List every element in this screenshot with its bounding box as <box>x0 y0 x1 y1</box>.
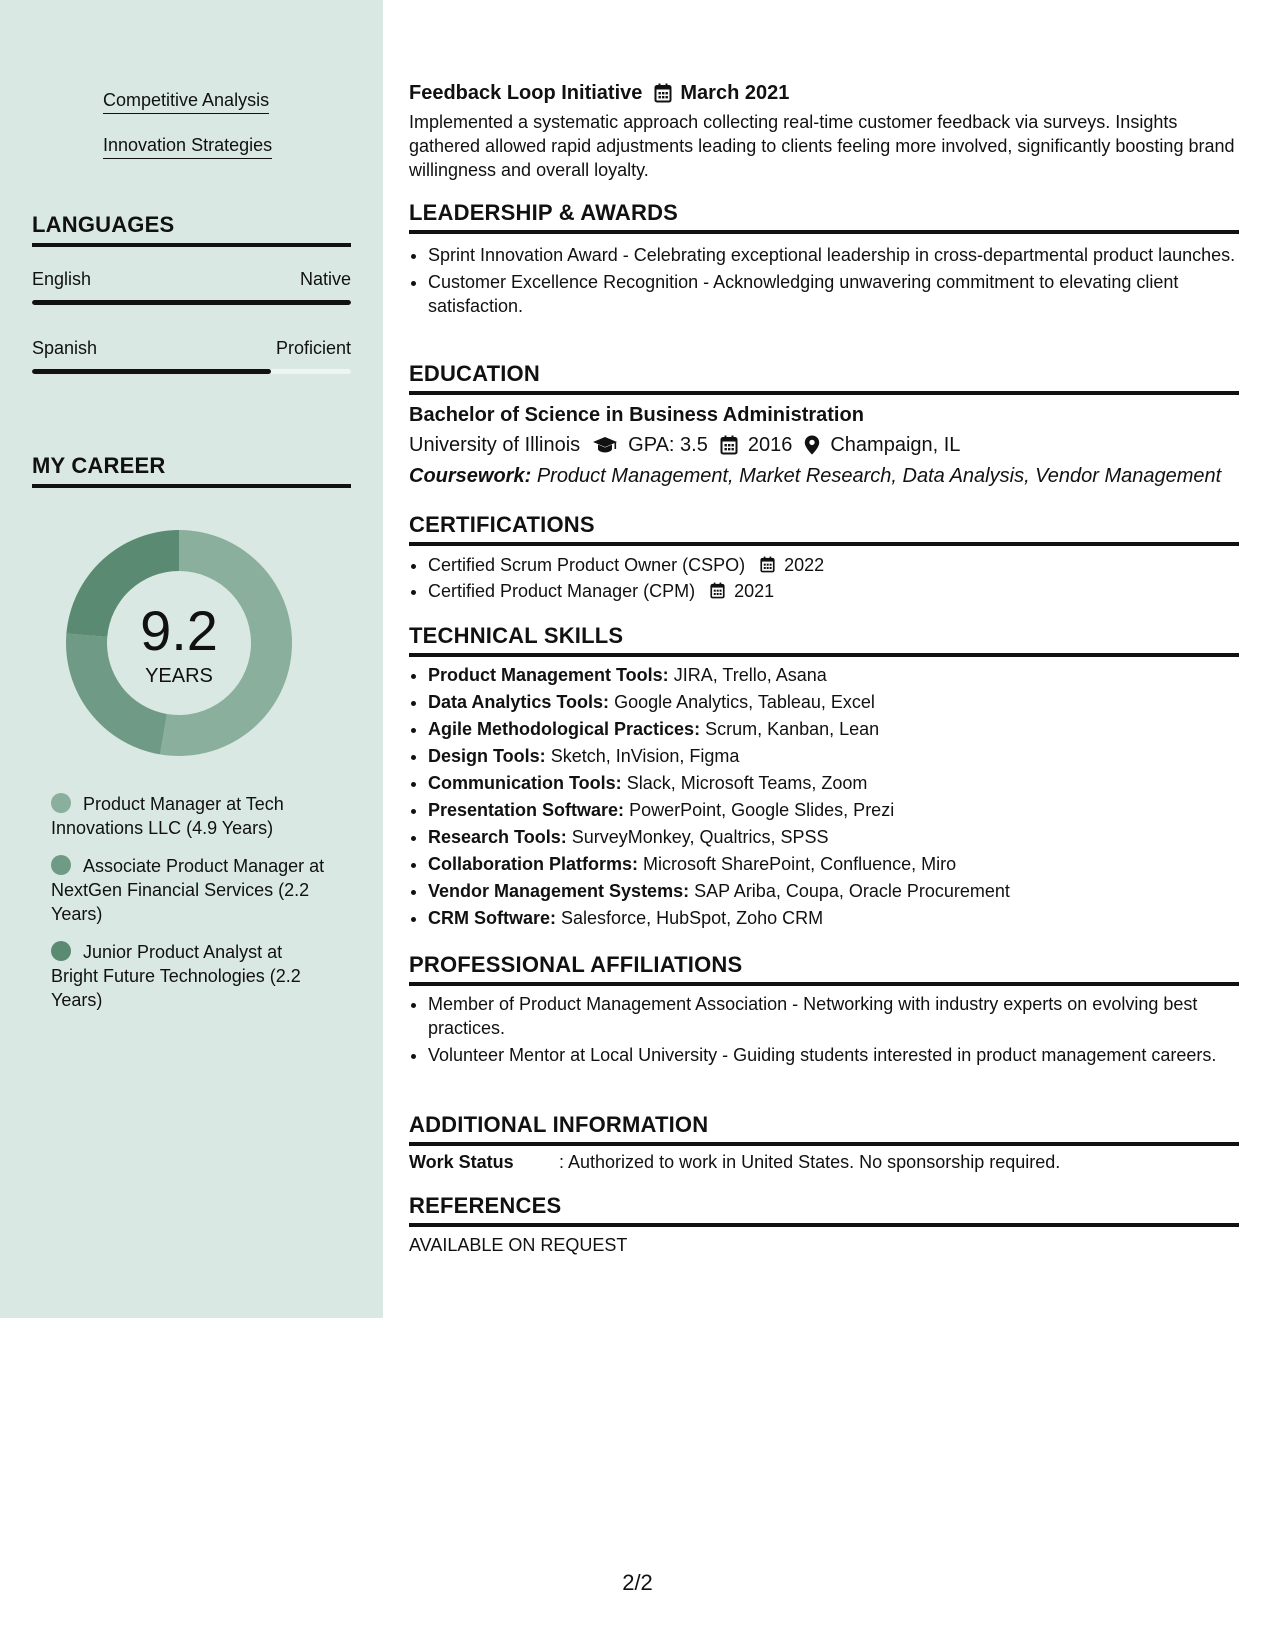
list-item <box>428 879 1258 903</box>
list-item <box>428 798 1258 822</box>
education-school: University of Illinois <box>409 434 581 456</box>
references-heading: REFERENCES <box>409 1193 1239 1227</box>
sidebar <box>0 0 383 1318</box>
career-item-label: Associate Product Manager at NextGen Financial Services (2.2 Years) <box>51 856 325 924</box>
skill-value: Microsoft SharePoint, Confluence, Miro <box>643 854 957 874</box>
calendar-icon <box>720 435 738 455</box>
career-item <box>51 854 331 926</box>
list-item: • Customer Excellence Recognition - Acknowledging unwavering commitment to elevating client satisfaction. <box>428 270 1258 318</box>
list-item <box>428 825 1258 849</box>
career-item-label: Junior Product Analyst at Bright Future Technologies (2.2 Years) <box>51 942 301 1010</box>
list-item <box>428 906 1258 930</box>
leadership-list <box>409 243 1258 321</box>
language-bar-fill <box>32 369 271 374</box>
work-status-row <box>409 1150 1060 1174</box>
skill-innovation-strategies: Innovation Strategies <box>103 134 272 159</box>
language-name: English <box>32 269 92 289</box>
skill-label: Presentation Software: <box>428 800 625 820</box>
work-status-value: : Authorized to work in United States. No sponsorship required. <box>559 1152 1061 1172</box>
list-item <box>428 852 1258 876</box>
language-bar-english <box>32 300 351 305</box>
skill-value: Scrum, Kanban, Lean <box>705 719 880 739</box>
coursework-label: Coursework: <box>409 465 532 487</box>
skill-value: JIRA, Trello, Asana <box>673 665 827 685</box>
leadership-heading: LEADERSHIP & AWARDS <box>409 200 1239 234</box>
list-item <box>428 744 1258 768</box>
career-years-unit: YEARS <box>145 665 213 687</box>
language-row-english <box>32 268 351 290</box>
list-item <box>428 717 1258 741</box>
additional-info-heading: ADDITIONAL INFORMATION <box>409 1112 1239 1146</box>
project-title: Feedback Loop Initiative <box>409 82 643 104</box>
skill-competitive-analysis: Competitive Analysis <box>103 89 269 114</box>
list-item <box>428 663 1258 687</box>
list-item <box>428 579 1258 603</box>
list-item: • Member of Product Management Association - Networking with industry experts on evolving best practices. <box>428 992 1258 1040</box>
career-legend-dot <box>51 793 71 813</box>
references-text: AVAILABLE ON REQUEST <box>409 1235 628 1255</box>
certification-name: Certified Product Manager (CPM) <box>428 581 696 601</box>
skill-value: Sketch, InVision, Figma <box>550 746 740 766</box>
affiliations-heading: PROFESSIONAL AFFILIATIONS <box>409 952 1239 986</box>
location-pin-icon <box>804 435 820 455</box>
page-number: 2/2 <box>622 1570 653 1595</box>
education-coursework <box>409 463 1221 489</box>
work-status-label: Work Status <box>409 1152 514 1172</box>
career-item-label: Product Manager at Tech Innovations LLC (4.9 Years) <box>51 794 284 838</box>
languages-heading: LANGUAGES <box>32 212 351 247</box>
certification-year: 2022 <box>784 555 825 575</box>
skill-label: Product Management Tools: <box>428 665 669 685</box>
project-title-row <box>409 80 789 106</box>
language-level: Native <box>299 269 351 289</box>
skill-value: Salesforce, HubSpot, Zoho CRM <box>561 908 824 928</box>
skill-label: Communication Tools: <box>428 773 622 793</box>
project-description: Implemented a systematic approach collecting real-time customer feedback via surveys. Insights gathered allowed rapid adjustments leading to clients feeling more involved, significantly boosting brand willingness and overall loyalty. <box>409 112 1235 180</box>
language-row-spanish <box>32 337 351 359</box>
project-date: March 2021 <box>680 82 790 104</box>
career-legend-dot <box>51 855 71 875</box>
skill-label: Design Tools: <box>428 746 546 766</box>
skill-value: SAP Ariba, Coupa, Oracle Procurement <box>694 881 1010 901</box>
list-item <box>428 771 1258 795</box>
education-heading: EDUCATION <box>409 361 1239 395</box>
list-item <box>428 553 1258 577</box>
skill-value: SurveyMonkey, Qualtrics, SPSS <box>571 827 829 847</box>
education-year: 2016 <box>747 434 793 456</box>
skill-value: PowerPoint, Google Slides, Prezi <box>629 800 895 820</box>
list-item: • Sprint Innovation Award - Celebrating exceptional leadership in cross-departmental product launches. <box>428 243 1258 267</box>
skill-label: CRM Software: <box>428 908 557 928</box>
language-bar-spanish <box>32 369 351 374</box>
skill-label: Research Tools: <box>428 827 567 847</box>
language-level: Proficient <box>275 338 351 358</box>
coursework-value: Product Management, Market Research, Data Analysis, Vendor Management <box>536 465 1222 487</box>
career-legend-dot <box>51 941 71 961</box>
certification-name: Certified Scrum Product Owner (CSPO) <box>428 555 746 575</box>
skill-label: Agile Methodological Practices: <box>428 719 701 739</box>
education-details <box>409 432 960 458</box>
education-gpa: GPA: 3.5 <box>628 434 708 456</box>
career-item <box>51 940 331 1012</box>
list-item <box>428 690 1258 714</box>
career-total-years: 9.2 <box>140 599 218 662</box>
list-item: • Volunteer Mentor at Local University - Guiding students interested in product management careers. <box>428 1043 1258 1067</box>
calendar-icon <box>710 582 725 599</box>
technical-skills-heading: TECHNICAL SKILLS <box>409 623 1239 657</box>
calendar-icon <box>760 556 775 573</box>
graduation-cap-icon <box>592 436 618 454</box>
education-location: Champaign, IL <box>830 434 961 456</box>
skill-label: Data Analytics Tools: <box>428 692 610 712</box>
skill-label: Collaboration Platforms: <box>428 854 639 874</box>
skill-label: Vendor Management Systems: <box>428 881 690 901</box>
certifications-list <box>409 553 1258 606</box>
skill-value: Slack, Microsoft Teams, Zoom <box>626 773 868 793</box>
career-item <box>51 792 331 840</box>
skill-value: Google Analytics, Tableau, Excel <box>614 692 875 712</box>
technical-skills-list <box>409 663 1258 933</box>
calendar-icon <box>654 83 672 103</box>
affiliations-list <box>409 992 1258 1070</box>
certifications-heading: CERTIFICATIONS <box>409 512 1239 546</box>
education-degree: Bachelor of Science in Business Administration <box>409 404 864 426</box>
career-heading: MY CAREER <box>32 453 351 488</box>
language-name: Spanish <box>32 338 98 358</box>
language-bar-fill <box>32 300 351 305</box>
certification-year: 2021 <box>734 581 775 601</box>
